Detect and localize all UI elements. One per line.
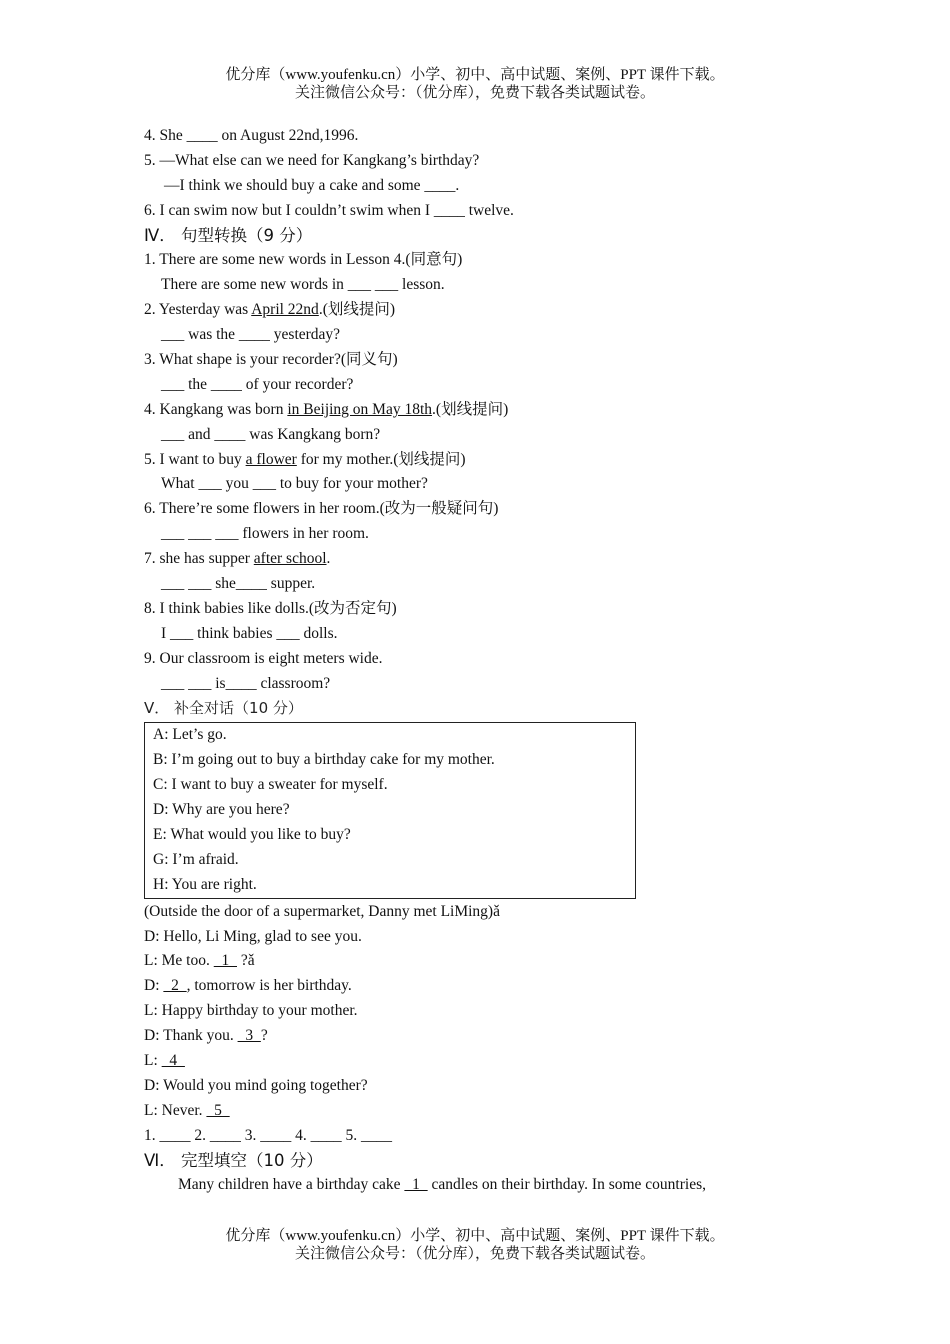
- part4-q6-prompt: 6. There’re some flowers in her room.(改为一般疑问句): [144, 500, 499, 518]
- cloze-text: candles on their birthday. In some countries,: [427, 1176, 706, 1194]
- dialog-text: ?: [260, 1027, 268, 1045]
- cloze-blank-1: 1: [404, 1176, 428, 1194]
- footer-line-2: 关注微信公众号：（优分库），免费下载各类试题试卷。: [294, 1246, 655, 1262]
- dialog-option: B: I’m going out to buy a birthday cake for my mother.: [153, 751, 495, 769]
- part4-q2-note: .(划线提问): [318, 301, 396, 319]
- part4-q2-answer: ___ was the ____ yesterday?: [161, 326, 341, 344]
- dialog-option: G: I’m afraid.: [153, 850, 239, 868]
- part3-q5-answer: —I think we should buy a cake and some ____.: [164, 176, 460, 194]
- dialog-text: L:: [144, 1051, 162, 1069]
- underlined-phrase: April 22nd: [251, 301, 319, 319]
- blank-4: 4: [161, 1051, 185, 1069]
- part4-q7-prompt: [144, 547, 784, 572]
- underlined-phrase: a flower: [245, 450, 297, 468]
- part4-q9-answer: ___ ___ is____ classroom?: [161, 674, 331, 692]
- blank-2: 2: [163, 977, 187, 995]
- part4-q5-text: 5. I want to buy: [144, 450, 246, 468]
- dialog-option: D: Why are you here?: [153, 801, 290, 819]
- part4-q4-note: .(划线提问): [432, 400, 509, 418]
- part4-q7-text: 7. she has supper: [144, 550, 254, 568]
- dialog-text: L: Me too.: [144, 952, 214, 970]
- part4-q1-prompt: 1. There are some new words in Lesson 4.(同意句): [144, 251, 463, 269]
- header-line-2: 关注微信公众号：（优分库），免费下载各类试题试卷。: [294, 85, 655, 101]
- part4-q3-answer: ___ the ____ of your recorder?: [161, 375, 354, 393]
- part4-q3-prompt: 3. What shape is your recorder?(同义句): [144, 351, 398, 369]
- cloze-text: Many children have a birthday cake: [178, 1176, 405, 1194]
- answer-blanks: 1. ____ 2. ____ 3. ____ 4. ____ 5. ____: [144, 1126, 392, 1144]
- part4-q7-answer: ___ ___ she____ supper.: [161, 575, 316, 593]
- page-footer: [0, 1227, 950, 1263]
- dialog-line: [144, 1099, 784, 1124]
- part4-q4-answer: ___ and ____ was Kangkang born?: [161, 425, 381, 443]
- part4-q9-prompt: 9. Our classroom is eight meters wide.: [144, 649, 383, 667]
- dialog-line: D: Would you mind going together?: [144, 1076, 368, 1094]
- part4-q8-answer: I ___ think babies ___ dolls.: [161, 624, 338, 642]
- document-body: [144, 124, 784, 1198]
- underlined-phrase: after school: [253, 550, 327, 568]
- dialog-text: D: Thank you.: [144, 1027, 238, 1045]
- part3-q4: 4. She ____ on August 22nd,1996.: [144, 127, 359, 144]
- blank-1: 1: [213, 952, 237, 970]
- dialog-line: [144, 974, 784, 999]
- dialog-line: D: Hello, Li Ming, glad to see you.: [144, 927, 362, 945]
- part4-q2-text: 2. Yesterday was: [144, 301, 252, 319]
- blank-5: 5: [206, 1101, 230, 1119]
- part4-q2-prompt: [144, 298, 784, 323]
- section-title-part5: Ⅴ． 补全对话（10 分）: [144, 699, 303, 718]
- part4-q6-answer: ___ ___ ___ flowers in her room.: [161, 525, 369, 543]
- dialog-option: C: I want to buy a sweater for myself.: [153, 776, 388, 794]
- section-title-part4: Ⅳ． 句型转换（9 分）: [144, 225, 313, 245]
- part3-q5-question: 5. —What else can we need for Kangkang’s birthday?: [144, 151, 480, 169]
- part3-q6: 6. I can swim now but I couldn’t swim when I ____ twelve.: [144, 201, 514, 219]
- dialog-options-box: [144, 722, 636, 898]
- part4-q5-note: for my mother.(划线提问): [296, 450, 466, 468]
- dialog-line: [144, 1049, 784, 1074]
- dialog-option: E: What would you like to buy?: [153, 825, 351, 843]
- part4-q1-answer: There are some new words in ___ ___ lesson.: [161, 276, 445, 294]
- header-line-1: 优分库（www.youfenku.cn）小学、初中、高中试题、案例、PPT 课件下载。: [225, 67, 725, 83]
- part4-q7-note: .: [326, 550, 331, 568]
- cloze-paragraph: [144, 1173, 784, 1198]
- underlined-phrase: in Beijing on May 18th: [287, 400, 433, 418]
- dialog-option: H: You are right.: [153, 875, 257, 893]
- part4-q4-text: 4. Kangkang was born: [144, 400, 288, 418]
- dialog-text: D:: [144, 977, 164, 995]
- dialog-scene: (Outside the door of a supermarket, Danny met LiMing)ǎ: [144, 902, 500, 920]
- page-header: [0, 66, 950, 102]
- dialog-text: , tomorrow is her birthday.: [186, 977, 352, 995]
- part4-q5-answer: What ___ you ___ to buy for your mother?: [161, 475, 428, 493]
- dialog-text: ?ǎ: [237, 952, 255, 970]
- part4-q4-prompt: [144, 398, 784, 423]
- blank-3: 3: [237, 1027, 261, 1045]
- footer-line-1: 优分库（www.youfenku.cn）小学、初中、高中试题、案例、PPT 课件下载。: [225, 1228, 725, 1244]
- dialog-line: L: Happy birthday to your mother.: [144, 1002, 358, 1020]
- part4-q5-prompt: [144, 448, 784, 473]
- dialog-line: [144, 1024, 784, 1049]
- dialog-text: L: Never.: [144, 1101, 207, 1119]
- section-title-part6: Ⅵ． 完型填空（10 分）: [144, 1150, 323, 1170]
- dialog-line: [144, 949, 784, 974]
- part4-q8-prompt: 8. I think babies like dolls.(改为否定句): [144, 599, 397, 617]
- dialog-option: A: Let’s go.: [153, 726, 227, 744]
